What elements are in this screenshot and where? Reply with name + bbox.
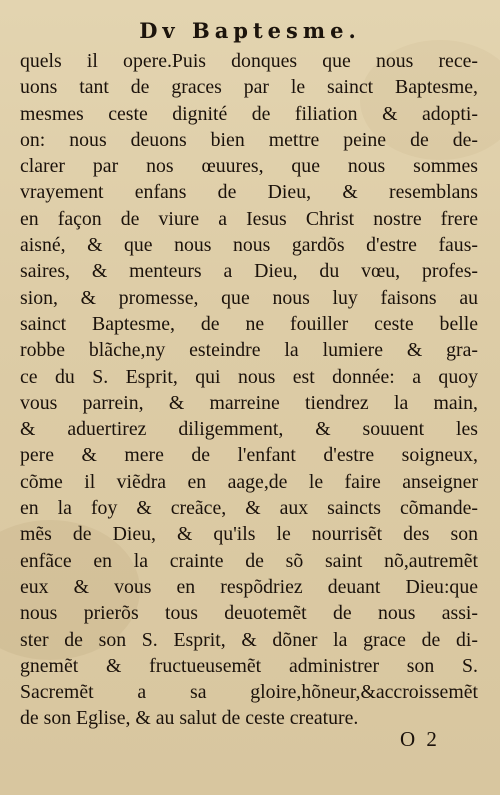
text-line: uons tant de graces par le sainct Baptesme, xyxy=(20,76,478,99)
text-line: nous prierõs tous deuotemẽt de nous assi- xyxy=(20,602,478,625)
text-line: aisné, & que nous nous gardõs d'estre faus- xyxy=(20,234,478,257)
text-line: ce du S. Esprit, qui nous est donnée: a quoy xyxy=(20,365,478,388)
text-line: robbe blãche,ny esteindre la lumiere & gra- xyxy=(20,339,478,362)
text-line: en la foy & creãce, & aux saincts cõmande- xyxy=(20,497,478,520)
text-line: Sacremẽt a sa gloire,hõneur,&accroissemẽt xyxy=(20,681,478,704)
page-text xyxy=(20,48,478,732)
text-line: cõme il viẽdra en aage,de le faire anseigner xyxy=(20,470,478,493)
text-line: on: nous deuons bien mettre peine de de- xyxy=(20,128,478,151)
text-line: mẽs de Dieu, & qu'ils le nourrisẽt des son xyxy=(20,523,478,546)
text-line: saires, & menteurs a Dieu, du vœu, profes- xyxy=(20,260,478,283)
text-line: ster de son S. Esprit, & dõner la grace de di- xyxy=(20,628,478,651)
text-line: & aduertirez diligemment, & souuent les xyxy=(20,418,478,441)
text-line: sainct Baptesme, de ne fouiller ceste belle xyxy=(20,312,478,335)
text-line: quels il opere.Puis donques que nous rece- xyxy=(20,50,478,72)
text-line: enfãce en la crainte de sõ saint nõ,autremẽt xyxy=(20,549,478,572)
text-line: eux & vous en respõdriez deuant Dieu:que xyxy=(20,575,478,598)
text-line: vous parrein, & marreine tiendrez la main, xyxy=(20,391,478,414)
text-line: de son Eglise, & au salut de ceste creature. xyxy=(20,707,359,730)
running-head: Dv Baptesme. xyxy=(139,18,361,43)
text-line: pere & mere de l'enfant d'estre soigneux, xyxy=(20,444,478,467)
text-line: en façon de viure a Iesus Christ nostre frere xyxy=(20,207,478,230)
text-line: sion, & promesse, que nous luy faisons au xyxy=(20,286,478,309)
text-line: mesmes ceste dignité de filiation & adopti- xyxy=(20,102,478,125)
text-line: gnemẽt & fructueusemẽt administrer son S. xyxy=(20,654,478,677)
text-line: clarer par nos œuures, que nous sommes xyxy=(20,155,478,178)
text-line: vrayement enfans de Dieu, & resemblans xyxy=(20,181,478,204)
folio-signature: O 2 xyxy=(400,727,440,751)
